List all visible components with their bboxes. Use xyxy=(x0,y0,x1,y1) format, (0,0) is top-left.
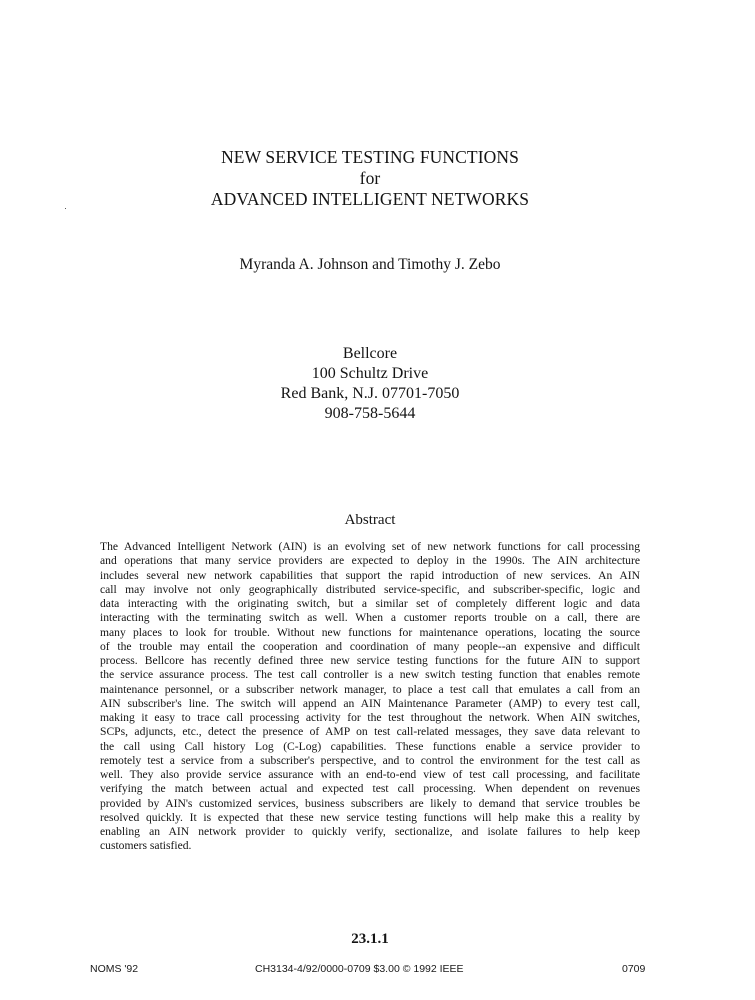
abstract-line: and operations that many service providers are expected to deploy in the 1990s. The AIN architecture xyxy=(100,554,640,568)
abstract-line: call may involve not only geographically distributed service-specific, and subscriber-specific, logic and xyxy=(100,582,640,596)
footer-copyright: CH3134-4/92/0000-0709 $3.00 © 1992 IEEE xyxy=(255,963,464,975)
affiliation xyxy=(0,344,740,424)
footer-page-number: 0709 xyxy=(622,963,646,975)
abstract-line: interacting with the terminating switch as well. When a customer reports trouble on a call, there are xyxy=(100,611,640,625)
abstract-line: provided by AIN's customized services, business subscribers are likely to demand that service troubles be xyxy=(100,796,640,810)
abstract-line: verifying the match between actual and expected test call processing. When dependent on revenues xyxy=(100,782,640,796)
abstract-line: many places to look for trouble. Without new functions for maintenance operations, locating the source xyxy=(100,625,640,639)
abstract-line: well. They also provide service assurance with an end-to-end view of test call processing, and facilitate xyxy=(100,768,640,781)
abstract-line: The Advanced Intelligent Network (AIN) is an evolving set of new network functions for call processing xyxy=(100,540,640,553)
abstract-line: the call using Call history Log (C-Log) capabilities. These functions enable a service provider to xyxy=(100,739,640,753)
abstract-heading: Abstract xyxy=(344,512,396,528)
abstract-line: includes several new network capabilities that support the rapid introduction of new services. An AIN xyxy=(100,568,640,582)
affiliation-city: Red Bank, N.J. 07701-7050 xyxy=(280,385,460,402)
abstract-line: the service assurance process. The test call controller is a new switch testing function that enables remote xyxy=(100,668,640,682)
abstract-line: of the trouble may entail the cooperation and coordination of many people--an expensive and difficult xyxy=(100,639,640,653)
title-line-3: ADVANCED INTELLIGENT NETWORKS xyxy=(210,189,530,209)
section-number: 23.1.1 xyxy=(351,931,389,947)
title-line-2: for xyxy=(359,168,381,188)
abstract-line: data interacting with the originating switch, but a similar set of completely different logic and data xyxy=(100,597,640,610)
authors: Myranda A. Johnson and Timothy J. Zebo xyxy=(239,256,501,273)
affiliation-organization: Bellcore xyxy=(342,345,398,362)
paper-title xyxy=(0,147,740,210)
abstract-line: enabling an AIN network provider to quickly verify, sectionalize, and isolate failures to help keep xyxy=(100,825,640,838)
abstract-line: process. Bellcore has recently defined three new service testing functions for the future AIN to support xyxy=(100,654,640,667)
footer-conference: NOMS '92 xyxy=(90,963,139,975)
affiliation-street: 100 Schultz Drive xyxy=(311,365,429,382)
affiliation-phone: 908-758-5644 xyxy=(324,405,416,422)
abstract-line: customers satisfied. xyxy=(100,839,192,853)
abstract-line: resolved quickly. It is expected that these new service testing functions will help make this a reality by xyxy=(100,810,640,824)
abstract-line: remotely test a service from a subscriber's perspective, and to control the environment for the test call as xyxy=(100,753,640,767)
abstract-line: maintenance personnel, or a subscriber network manager, to place a test call that emulates a call from an xyxy=(100,682,640,696)
title-line-1: NEW SERVICE TESTING FUNCTIONS xyxy=(221,147,519,167)
page-footer xyxy=(0,961,755,977)
abstract-line: SCPs, adjuncts, etc., detect the presence of AMP on test call-related messages, they save data relevant to xyxy=(100,725,640,739)
abstract-body xyxy=(100,540,640,854)
abstract-line: AIN subscriber's line. The switch will append an AIN Maintenance Parameter (AMP) to every test call, xyxy=(100,696,640,710)
abstract-line: making it easy to trace call processing activity for the test throughout the network. When AIN switches, xyxy=(100,711,640,724)
